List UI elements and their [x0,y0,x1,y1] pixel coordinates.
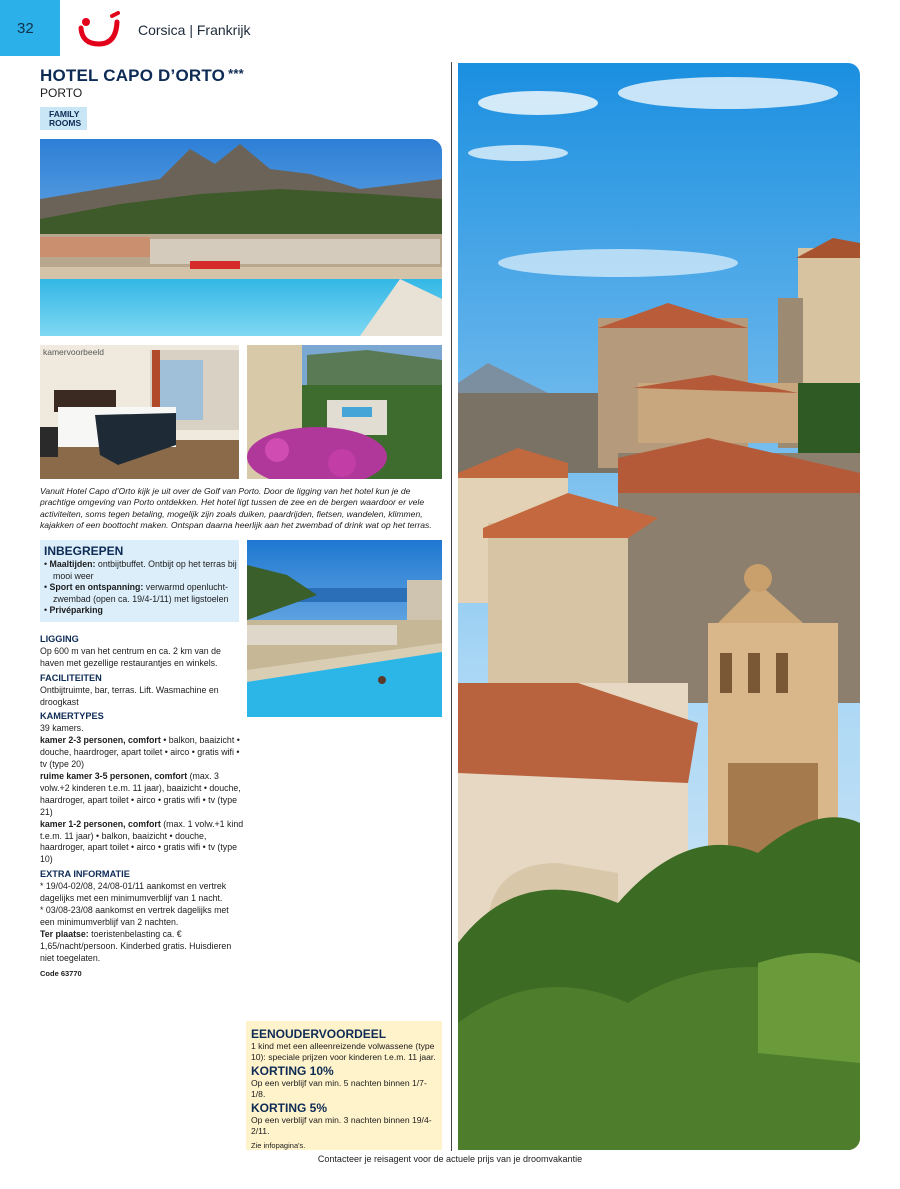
room-type [40,819,245,867]
discount-10-title: KORTING 10% [251,1064,334,1078]
included-title: INBEGREPEN [44,544,124,558]
room-type-name: ruime kamer 3-5 personen, comfort [40,770,188,781]
included-item-label: Privéparking [49,605,103,615]
pool-sea-view-photo [247,540,442,717]
facilities-text: Ontbijtruimte, bar, terras. Lift. Wasmachine en droogkast [40,684,219,707]
included-item-text: ontbijtbuffet. Ontbijt op het terras bij mooi weer [53,559,237,581]
room-type-text: (max. 1 volw.+1 kind t.e.m. 11 jaar) • balkon, baaizicht • douche, haardroger, apart toilet • airco • gratis wifi • tv (type 10) [40,818,244,865]
included-item: • Privéparking [44,605,103,615]
porto-village-photo [458,63,860,1150]
local-tax-value: toeristenbelasting ca. € 1,65/nacht/persoon. Kinderbed gratis. Huisdieren niet toegelaten. [40,928,232,963]
single-parent-text: 1 kind met een alleenreizende volwassene (type 10): speciale prijzen voor kinderen t.e.m. 11 jaar. [251,1041,436,1062]
extra-info-title: EXTRA INFORMATIE [40,869,130,880]
family-rooms-badge [40,107,87,130]
included-item: • Maaltijden: ontbijtbuffet. Ontbijt op het terras bij mooi weer [44,559,237,581]
hotel-title [40,66,244,86]
roomtypes-title: KAMERTYPES [40,711,104,722]
location-text: Op 600 m van het centrum en ca. 2 km van de haven met gezellige restaurantjes en winkels. [40,645,221,668]
hotel-info [40,631,245,964]
extra-info-line: * 03/08-23/08 aankomst en vertrek dagelijks met een minimumverblijf van 2 nachten. [40,904,229,927]
product-code: Code 63770 [40,969,82,978]
location-title: LIGGING [40,634,79,644]
discount-5-text: Op een verblijf van min. 3 nachten binnen 19/4-2/11. [251,1115,432,1136]
room-type-name: kamer 2-3 personen, comfort [40,735,161,746]
breadcrumb: Corsica | Frankrijk [138,22,251,38]
terrace-flowers-photo [247,345,442,479]
discount-10-text: Op een verblijf van min. 5 nachten binnen 1/7-1/8. [251,1078,427,1099]
hotel-stars: *** [228,66,244,81]
room-type-text: (max. 3 volw.+2 kinderen t.e.m. 11 jaar), baaizicht • douche, haardroger, apart toilet • airco • gratis wifi • tv (type 21) [40,770,241,817]
room-photo-caption: kamervoorbeeld [43,347,104,357]
promo-box [246,1021,442,1150]
included-item-text: verwarmd openlucht-zwembad (open ca. 19/4-1/11) met ligstoelen [53,582,229,604]
included-item-label: Maaltijden: [49,559,96,569]
hotel-name: HOTEL CAPO D’ORTO [40,66,226,85]
pool-mountain-photo [40,139,442,336]
room-example-photo [40,345,239,479]
discount-5-title: KORTING 5% [251,1101,328,1115]
tui-logo [78,10,122,48]
roomtypes-count: 39 kamers. [40,723,84,734]
extra-info-line: * 19/04-02/08, 24/08-01/11 aankomst en vertrek dagelijks met een minimumverblijf van 1 nacht. [40,881,227,904]
included-item: • Sport en ontspanning: verwarmd openlucht-zwembad (open ca. 19/4-1/11) met ligstoelen [44,582,229,604]
footer-note: Contacteer je reisagent voor de actuele prijs van je droomvakantie [317,1154,583,1164]
intro-text: Vanuit Hotel Capo d’Orto kijk je uit over de Golf van Porto. Door de ligging van het hotel kun je de prachtige omgeving van Porto ontdekken. Het hotel ligt tussen de zee en de bergen waardoor er vele activiteiten, soms tegen betaling, mogelijk zijn zoals duiken, paardrijden, fietsen, wandelen, klimmen, kajakken of een boottocht maken. Ontspan daarna heerlijk aan het zwembad of drink wat op het terras. [40,486,432,531]
page-number: 32 [0,0,60,56]
local-tax-label: Ter plaatse: [40,928,89,939]
included-box [40,540,239,622]
room-type-text: • balkon, baaizicht • douche, haardroger, apart toilet • airco • gratis wifi • tv (type 20) [40,735,240,770]
facilities-title: FACILITEITEN [40,672,102,683]
badge-line-1: FAMILY [49,109,80,119]
single-parent-title: EENOUDERVOORDEEL [251,1027,387,1041]
info-page-note: Zie infopagina's. [251,1141,306,1150]
column-divider [451,62,452,1151]
room-type-name: kamer 1-2 personen, comfort [40,818,161,829]
local-tax-text [40,929,245,965]
included-item-label: Sport en ontspanning: [49,582,144,592]
included-list [44,559,239,617]
hotel-location: PORTO [40,86,83,100]
room-type [40,771,245,819]
badge-line-2: ROOMS [49,118,82,128]
room-type [40,735,245,771]
